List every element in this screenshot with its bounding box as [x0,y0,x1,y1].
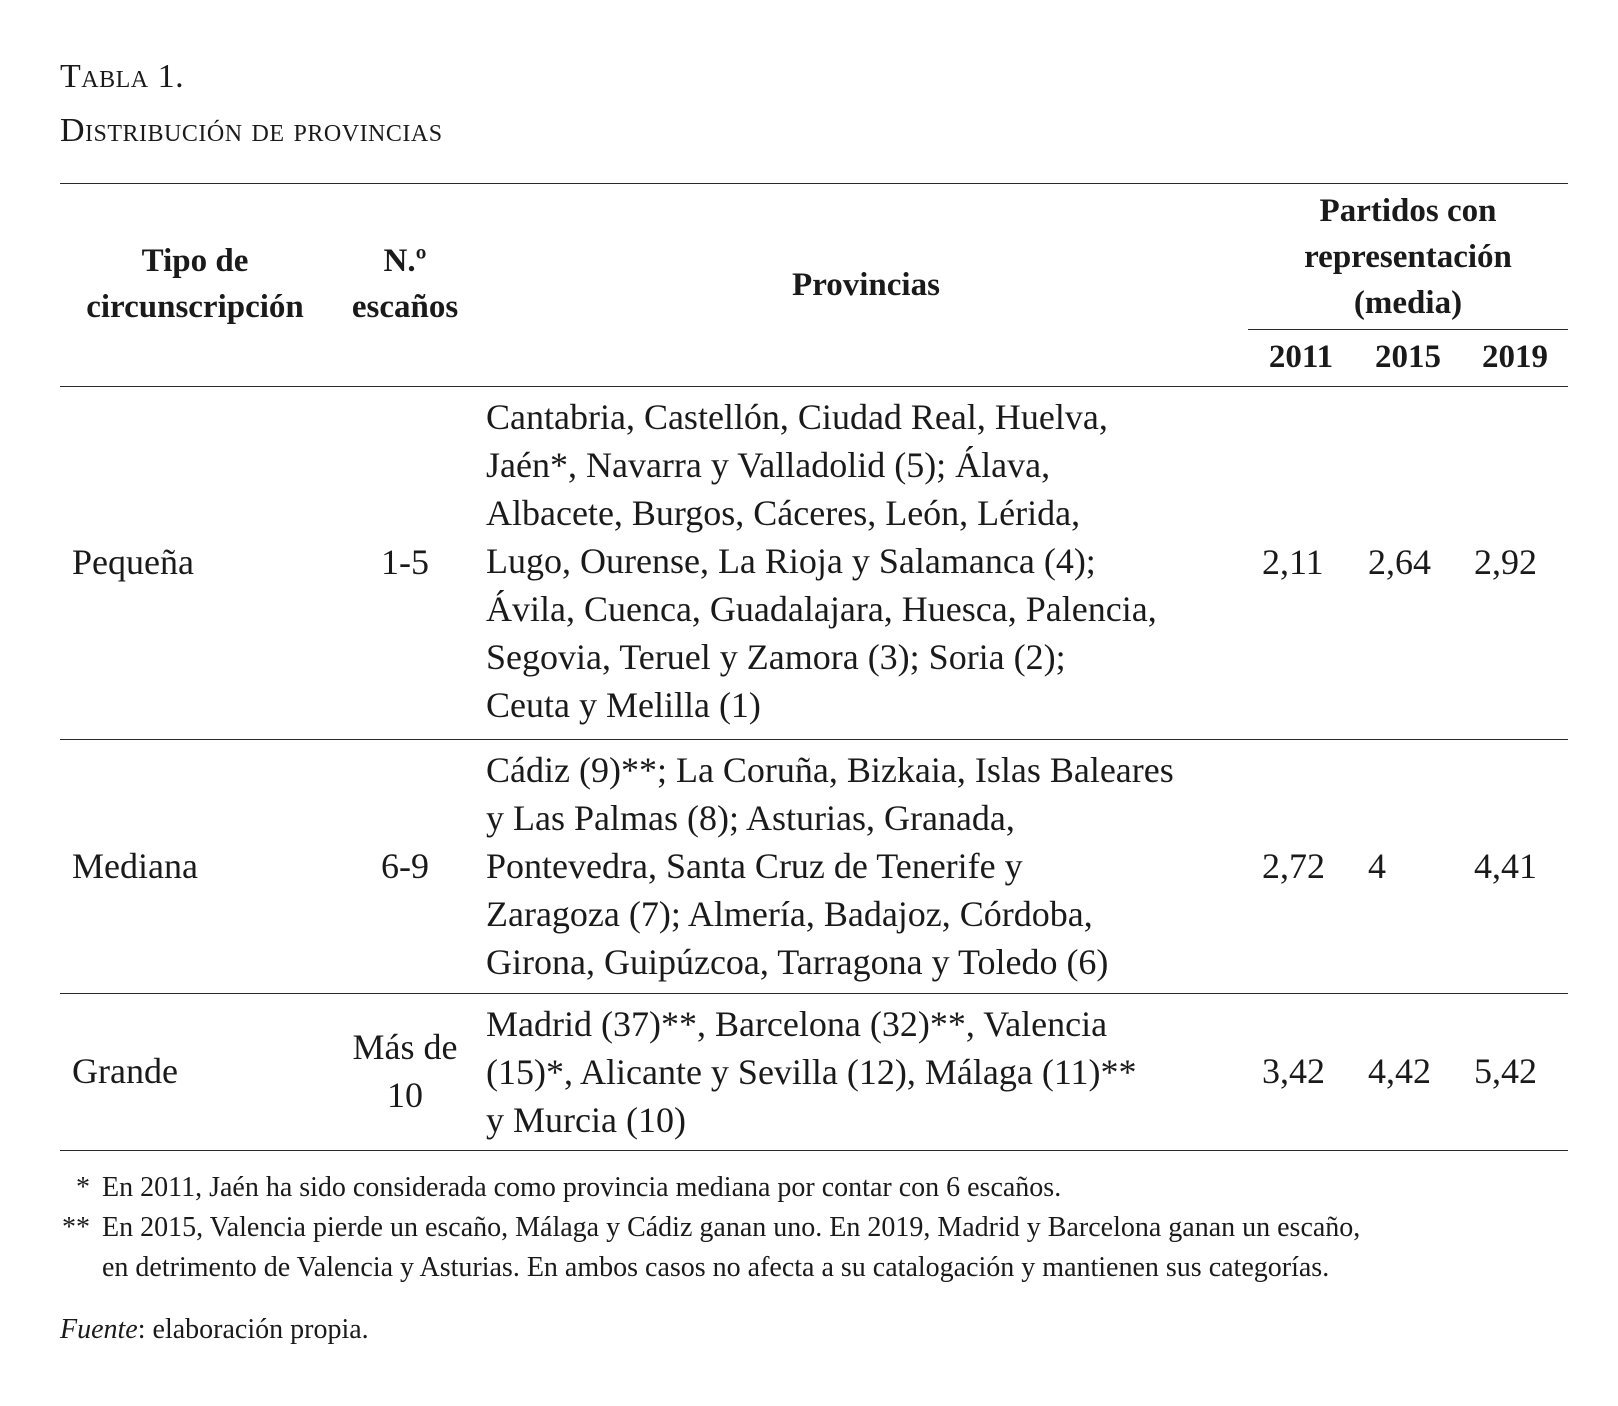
header-escanos-line1: N.º [383,243,427,279]
footnote-1-text: En 2011, Jaén ha sido considerada como provincia mediana por contar con 6 escaños. [102,1172,1062,1203]
header-tipo-line1: Tipo de [141,243,249,279]
footnote-2-line2: en detrimento de Valencia y Asturias. En ambos casos no afecta a su catalogación y mantienen sus categorías. [102,1252,1330,1283]
table-bottom-rule [60,1150,1568,1151]
table-caption-title: Distribución de provincias [60,112,443,149]
row-mediana-2019: 4,41 [1474,846,1537,886]
source-note [60,1310,369,1350]
header-tipo-line2: circunscripción [86,289,304,325]
provincias-line: Cantabria, Castellón, Ciudad Real, Huelva, [486,397,1108,437]
row-grande-escanos-line2: 10 [387,1075,423,1115]
header-escanos [335,238,475,330]
source-text: : elaboración propia. [137,1314,369,1345]
row-pequena-provincias [486,393,1157,729]
footnote-2-text [102,1208,1360,1288]
header-partidos-line2: representación [1304,239,1512,275]
header-year-2019: 2019 [1482,339,1548,375]
source-label: Fuente [60,1314,138,1345]
provincias-line: Segovia, Teruel y Zamora (3); Soria (2); [486,637,1066,677]
provincias-line: Zaragoza (7); Almería, Badajoz, Córdoba, [486,894,1093,934]
provincias-line: Pontevedra, Santa Cruz de Tenerife y [486,846,1023,886]
provincias-line: y Las Palmas (8); Asturias, Granada, [486,798,1015,838]
provincias-line: Madrid (37)**, Barcelona (32)**, Valencia [486,1004,1108,1044]
provincias-line: Ceuta y Melilla (1) [486,685,761,725]
provincias-line: Girona, Guipúzcoa, Tarragona y Toledo (6) [486,942,1109,982]
row-pequena-tipo: Pequeña [72,542,194,582]
table-caption-number: Tabla 1. [60,58,185,95]
header-provincias: Provincias [792,267,940,303]
header-year-2011: 2011 [1268,339,1334,375]
row-pequena-2019: 2,92 [1474,542,1537,582]
header-year-2015: 2015 [1375,339,1441,375]
provincias-line: y Murcia (10) [486,1100,686,1140]
header-tipo [60,238,330,330]
footnote-2-line1: En 2015, Valencia pierde un escaño, Málaga y Cádiz ganan uno. En 2019, Madrid y Barcelona ganan un escaño, [102,1212,1361,1243]
row-mediana-2015: 4 [1368,846,1386,886]
row-divider-1 [60,739,1568,740]
footnote-mark-2: ** [62,1212,90,1243]
row-pequena-2015: 2,64 [1368,542,1431,582]
header-partidos [1248,188,1568,326]
provincias-line: (15)*, Alicante y Sevilla (12), Málaga (11)** [486,1052,1137,1092]
table-top-rule [60,183,1568,184]
provincias-line: Jaén*, Navarra y Valladolid (5); Álava, [486,445,1051,485]
row-pequena-escanos: 1-5 [381,542,429,582]
provincias-line: Cádiz (9)**; La Coruña, Bizkaia, Islas Baleares [486,750,1174,790]
row-mediana-escanos: 6-9 [381,846,429,886]
header-partidos-line1: Partidos con [1319,193,1497,229]
row-grande-provincias [486,1000,1136,1144]
provincias-line: Ávila, Cuenca, Guadalajara, Huesca, Palencia, [486,589,1157,629]
row-grande-escanos [335,1023,475,1119]
header-escanos-line2: escaños [351,289,459,325]
header-partidos-line3: (media) [1353,285,1463,321]
row-grande-2011: 3,42 [1262,1051,1325,1091]
row-mediana-provincias [486,746,1174,986]
row-mediana-2011: 2,72 [1262,846,1325,886]
header-bottom-rule [60,386,1568,387]
provincias-line: Albacete, Burgos, Cáceres, León, Lérida, [486,493,1081,533]
row-divider-2 [60,993,1568,994]
row-grande-tipo: Grande [72,1051,178,1091]
row-grande-escanos-line1: Más de [352,1027,458,1067]
row-pequena-2011: 2,11 [1262,542,1324,582]
row-grande-2019: 5,42 [1474,1051,1537,1091]
row-mediana-tipo: Mediana [72,846,198,886]
footnote-mark-1: * [76,1172,90,1203]
row-grande-2015: 4,42 [1368,1051,1431,1091]
provincias-line: Lugo, Ourense, La Rioja y Salamanca (4); [486,541,1096,581]
years-header-rule [1248,329,1568,330]
